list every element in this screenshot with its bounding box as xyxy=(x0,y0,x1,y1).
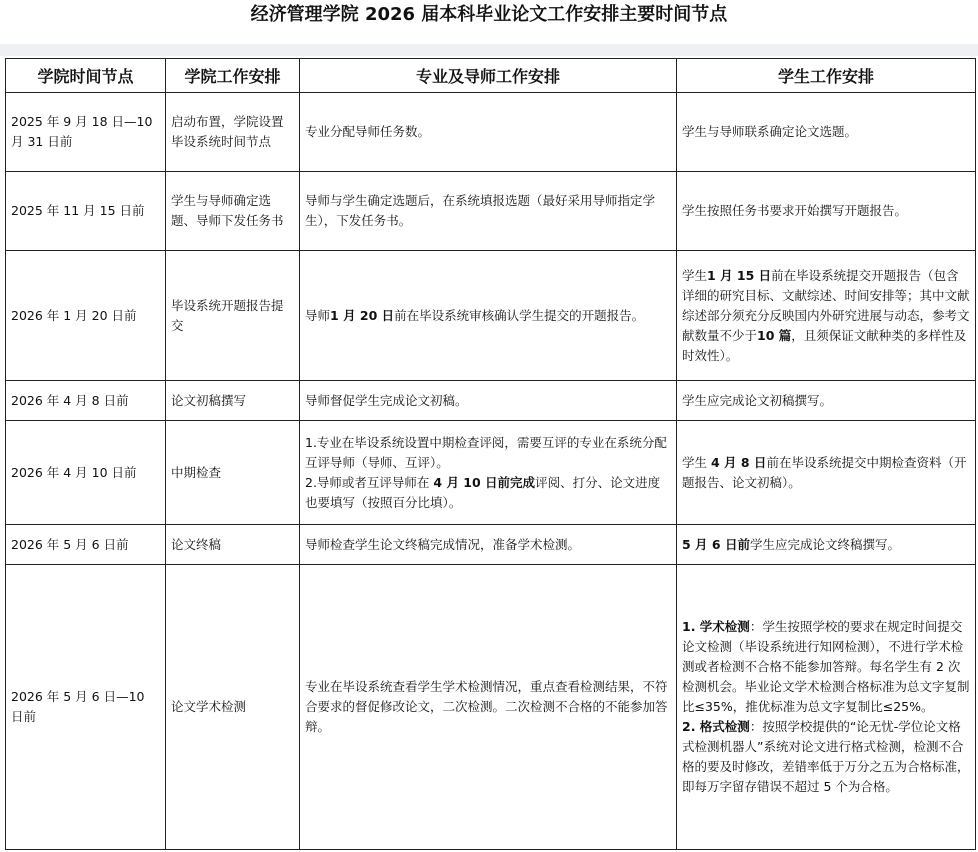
table-row xyxy=(6,525,976,565)
text-run: 评阅、打分、论文进度也要填写（按照百分比填）。 xyxy=(305,474,661,510)
text-run: 导师 xyxy=(305,307,331,323)
cell-student-work xyxy=(677,525,976,565)
text-run: 前在毕设系统提交中期检查资料（开题报告、论文初稿）。 xyxy=(682,454,967,490)
text-run: ：按照学校提供的“论无忧-学位论文格式检测机器人”系统对论文进行格式检测，检测不合格的要及时修改，差错率低于万分之五为合格标准，即每万字留存错误不超过 5 个为合格。 xyxy=(682,719,970,794)
top-divider-strip xyxy=(0,44,978,56)
bold-deadline: 5 月 6 日前 xyxy=(682,536,750,552)
bold-deadline: 4 月 8 日 xyxy=(710,454,767,470)
text-run: ：学生按照学校的要求在规定时间提交论文检测（毕设系统进行知网检测），不进行学术检测或者检测不合格不能参加答辩。每名学生有 2 次检测机会。毕业论文学术检测合格标准为总文字复制比≤35%，推优标准为总文字复制比≤25%。 xyxy=(682,619,970,714)
table-header-row xyxy=(6,59,976,93)
table-row xyxy=(6,93,976,172)
cell-date: 2026 年 5 月 6 日—10 日前 xyxy=(6,565,166,850)
cell-college-work: 毕设系统开题报告提交 xyxy=(166,251,300,381)
cell-date: 2026 年 1 月 20 日前 xyxy=(6,251,166,381)
table-row xyxy=(6,565,976,850)
bold-deadline: 4 月 10 日前完成 xyxy=(433,474,536,490)
table-row xyxy=(6,251,976,381)
cell-college-work: 学生与导师确定选题、导师下发任务书 xyxy=(166,172,300,251)
cell-teacher-work xyxy=(300,421,677,525)
schedule-table xyxy=(5,58,976,850)
column-header-college-work: 学院工作安排 xyxy=(166,59,300,93)
cell-student-work: 学生与导师联系确定论文选题。 xyxy=(677,93,976,172)
cell-date: 2026 年 4 月 10 日前 xyxy=(6,421,166,525)
text-run: 前在毕设系统提交开题报告（包含详细的研究目标、文献综述、时间安排等；其中文献综述部分须充分反映国内外研究进展与动态，参考文献数量不少于 xyxy=(682,267,970,343)
text-run: 学生应完成论文终稿撰写。 xyxy=(749,536,900,552)
cell-college-work: 论文初稿撰写 xyxy=(166,381,300,421)
document-title: 经济管理学院 2026 届本科毕业论文工作安排主要时间节点 xyxy=(250,4,728,25)
bold-deadline: 1 月 20 日 xyxy=(330,307,395,323)
text-run: 学生 xyxy=(682,454,711,470)
cell-teacher-work: 导师检查学生论文终稿完成情况，准备学术检测。 xyxy=(300,525,677,565)
student-item-format-check xyxy=(682,717,970,797)
teacher-item-1: 1.专业在毕设系统设置中期检查评阅，需要互评的专业在系统分配互评导师（导师、互评）。 xyxy=(305,434,667,470)
cell-college-work: 论文终稿 xyxy=(166,525,300,565)
cell-college-work: 中期检查 xyxy=(166,421,300,525)
cell-date: 2026 年 4 月 8 日前 xyxy=(6,381,166,421)
teacher-item-2 xyxy=(305,473,671,513)
cell-college-work: 论文学术检测 xyxy=(166,565,300,850)
cell-student-work: 学生按照任务书要求开始撰写开题报告。 xyxy=(677,172,976,251)
text-run: 2.导师或者互评导师在 xyxy=(305,474,434,490)
table-row xyxy=(6,421,976,525)
student-item-academic-check xyxy=(682,617,970,717)
table-row xyxy=(6,381,976,421)
text-run: ，且须保证文献种类的多样性及时效性）。 xyxy=(682,327,967,363)
cell-teacher-work: 导师与学生确定选题后，在系统填报选题（最好采用导师指定学生），下发任务书。 xyxy=(300,172,677,251)
cell-student-work xyxy=(677,421,976,525)
cell-date: 2026 年 5 月 6 日前 xyxy=(6,525,166,565)
bold-heading: 2. 格式检测 xyxy=(682,719,750,734)
cell-teacher-work: 专业在毕设系统查看学生学术检测情况，重点查看检测结果，不符合要求的督促修改论文，二次检测。二次检测不合格的不能参加答辩。 xyxy=(300,565,677,850)
column-header-teacher-work: 专业及导师工作安排 xyxy=(300,59,677,93)
bold-deadline: 1 月 15 日 xyxy=(707,267,772,283)
cell-college-work: 启动布置，学院设置毕设系统时间节点 xyxy=(166,93,300,172)
cell-student-work xyxy=(677,565,976,850)
cell-student-work xyxy=(677,251,976,381)
bold-heading: 1. 学术检测 xyxy=(682,619,750,634)
bold-reference-count: 10 篇 xyxy=(757,327,792,343)
cell-teacher-work: 导师督促学生完成论文初稿。 xyxy=(300,381,677,421)
column-header-college-date: 学院时间节点 xyxy=(6,59,166,93)
text-run: 前在毕设系统审核确认学生提交的开题报告。 xyxy=(394,307,645,323)
cell-teacher-work xyxy=(300,251,677,381)
column-header-student-work: 学生工作安排 xyxy=(677,59,976,93)
cell-date: 2025 年 9 月 18 日—10 月 31 日前 xyxy=(6,93,166,172)
cell-student-work: 学生应完成论文初稿撰写。 xyxy=(677,381,976,421)
table-row xyxy=(6,172,976,251)
cell-date: 2025 年 11 月 15 日前 xyxy=(6,172,166,251)
cell-teacher-work: 专业分配导师任务数。 xyxy=(300,93,677,172)
text-run: 学生 xyxy=(682,267,708,283)
